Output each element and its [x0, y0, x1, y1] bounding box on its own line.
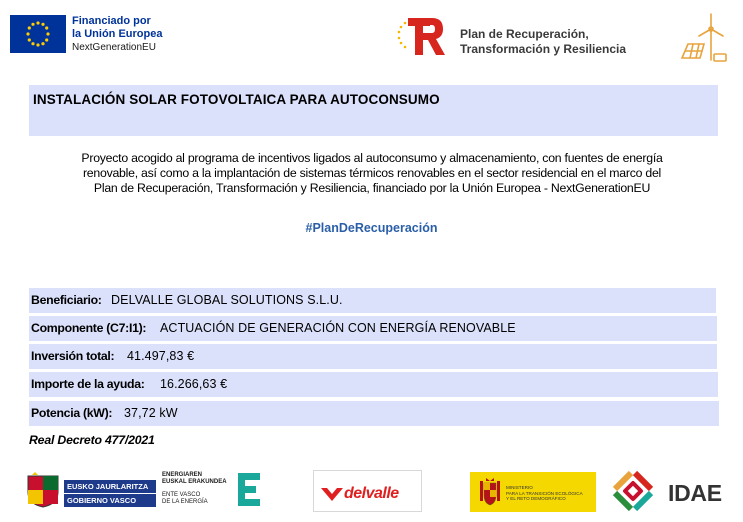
eu-flag-icon: [10, 15, 66, 53]
gv-line1: EUSKO JAURLARITZA: [64, 480, 156, 493]
eu-line3: NextGenerationEU: [72, 42, 156, 53]
description-line1: Proyecto acogido al programa de incentivos ligados al autoconsumo y almacenamiento, con fuentes de energía: [81, 151, 663, 165]
idae-mark-icon: [607, 469, 663, 513]
solar-panel-wind-turbine-icon: [678, 10, 730, 65]
componente-label: Componente (C7:I1):: [31, 321, 147, 335]
eu-line2: la Unión Europea: [72, 28, 163, 40]
ministerio-logo: [470, 472, 596, 512]
field-componente: [29, 316, 717, 341]
beneficiario-value: DELVALLE GLOBAL SOLUTIONS S.L.U.: [111, 293, 343, 307]
eve-e-mark-icon: [236, 472, 264, 508]
componente-value: ACTUACIÓN DE GENERACIÓN CON ENERGÍA RENOVABLE: [160, 321, 516, 335]
eu-funding-logo: [10, 15, 210, 60]
beneficiario-label: Beneficiario:: [31, 293, 102, 307]
spain-coat-of-arms-icon: [478, 477, 502, 507]
gv-line2: GOBIERNO VASCO: [64, 494, 156, 507]
prtr-tr-mark-icon: [396, 15, 448, 57]
mite-line3: Y EL RETO DEMOGRÁFICO: [506, 496, 566, 501]
decree-reference: Real Decreto 477/2021: [29, 433, 155, 447]
prtr-line2: Transformación y Resiliencia: [460, 42, 627, 56]
project-description: [22, 151, 722, 196]
basque-shield-icon: [26, 472, 60, 508]
idae-text: IDAE: [668, 480, 722, 506]
gobierno-vasco-logo: [26, 472, 156, 508]
delvalle-mark-icon: [320, 483, 344, 503]
eve-line4: DE LA ENERGÍA: [162, 499, 208, 505]
field-inversion: [29, 344, 717, 369]
field-potencia: [29, 401, 719, 426]
hashtag: #PlanDeRecuperación: [305, 221, 438, 235]
potencia-label: Potencia (kW):: [31, 406, 113, 420]
eu-line1: Financiado por: [72, 15, 151, 27]
ayuda-label: Importe de la ayuda:: [31, 377, 145, 391]
eve-line1: ENERGIAREN: [162, 472, 203, 478]
idae-logo: [605, 467, 730, 515]
delvalle-text: delvalle: [344, 485, 399, 502]
description-line2: renovable, así como a la implantación de sistemas térmicos renovables en el sector residencial en el marco del: [82, 166, 662, 180]
ayuda-value: 16.266,63 €: [160, 377, 228, 391]
title-bar: [29, 85, 718, 136]
inversion-label: Inversión total:: [31, 349, 115, 363]
prtr-logo: [396, 15, 676, 60]
description-line3: Plan de Recuperación, Transformación y Resiliencia, financiado por la Unión Europea - NextGenerationEU: [93, 181, 651, 195]
potencia-value: 37,72 kW: [124, 406, 178, 420]
prtr-line1: Plan de Recuperación,: [460, 27, 589, 41]
page-title: INSTALACIÓN SOLAR FOTOVOLTAICA PARA AUTOCONSUMO: [33, 92, 440, 107]
mite-line2: PARA LA TRANSICIÓN ECOLÓGICA: [506, 490, 583, 496]
eve-line3: ENTE VASCO: [162, 492, 201, 498]
eve-logo: [162, 472, 272, 510]
eve-line2: EUSKAL ERAKUNDEA: [162, 479, 227, 485]
field-ayuda: [29, 372, 718, 397]
delvalle-logo: [313, 470, 422, 512]
mite-line1: MINISTERIO: [506, 485, 533, 490]
inversion-value: 41.497,83 €: [127, 349, 195, 363]
field-beneficiario: [29, 288, 716, 313]
